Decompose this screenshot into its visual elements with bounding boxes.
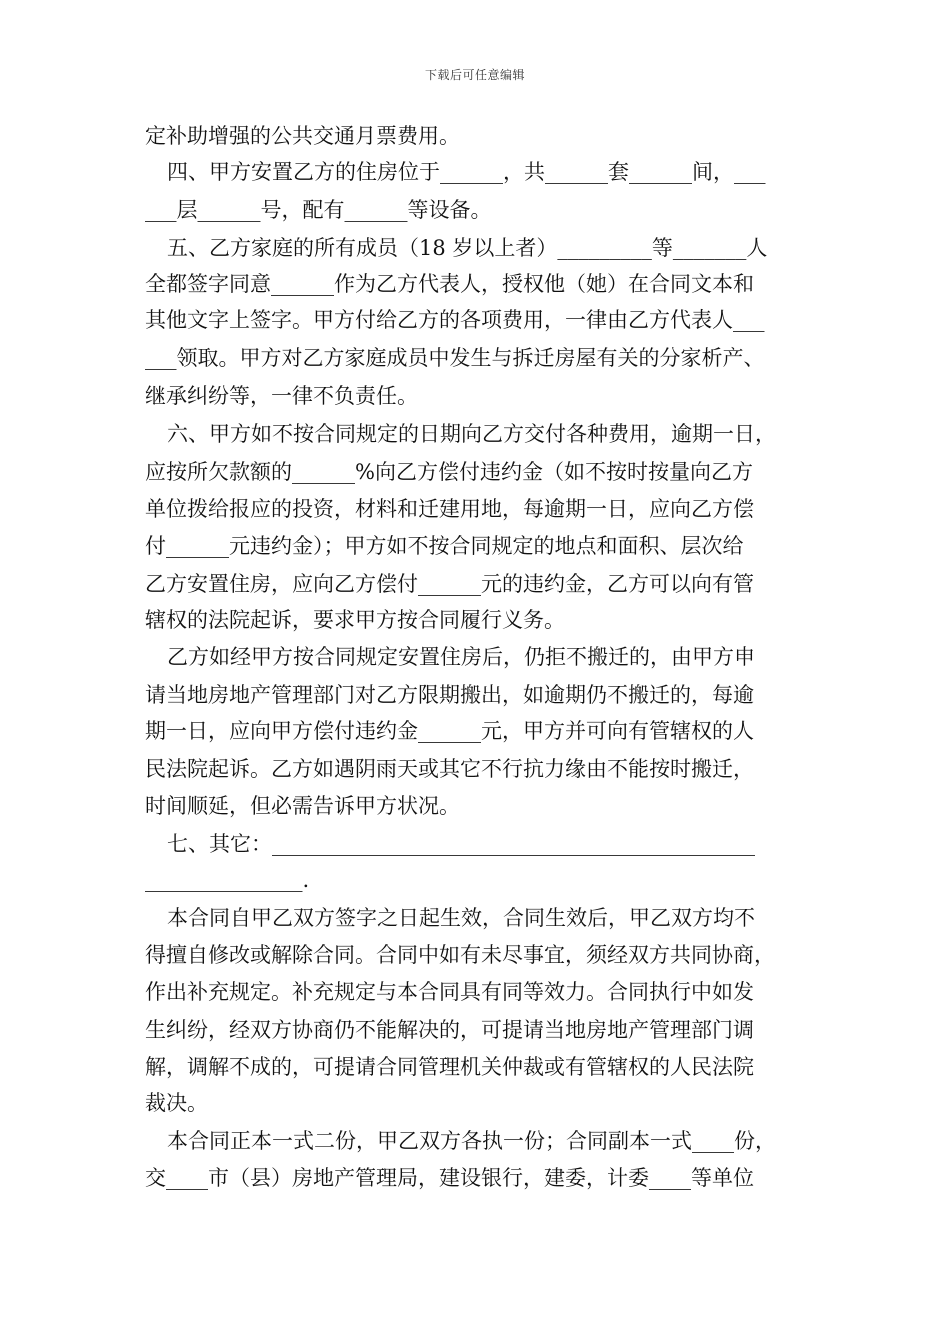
paragraph-line: 时间顺延，但必需告诉甲方状况。 — [145, 794, 460, 818]
paragraph-line: 全都签字同意______作为乙方代表人，授权他（她）在合同文本和 — [145, 272, 754, 296]
paragraph-line: 作出补充规定。补充规定与本合同具有同等效力。合同执行中如发 — [145, 980, 754, 1004]
paragraph-line: _______________. — [145, 868, 310, 892]
paragraph-line: 四、甲方安置乙方的住房位于______，共______套______间，___ — [167, 160, 766, 184]
paragraph-line: 本合同自甲乙双方签字之日起生效，合同生效后，甲乙双方均不 — [167, 906, 755, 930]
paragraph-line: ___层______号，配有______等设备。 — [145, 198, 492, 222]
paragraph-line: 付______元违约金）；甲方如不按合同规定的地点和面积、层次给 — [145, 534, 744, 558]
paragraph-line: 得擅自修改或解除合同。合同中如有未尽事宜，须经双方共同协商， — [145, 943, 775, 967]
paragraph-line: 七、其它：______________________________________________ — [167, 832, 755, 856]
paragraph-line: 辖权的法院起诉，要求甲方按合同履行义务。 — [145, 608, 565, 632]
paragraph-line: 生纠纷，经双方协商仍不能解决的，可提请当地房地产管理部门调 — [145, 1018, 754, 1042]
paragraph-line: 期一日，应向甲方偿付违约金______元，甲方并可向有管辖权的人 — [145, 719, 754, 743]
paragraph-line: 乙方安置住房，应向乙方偿付______元的违约金，乙方可以向有管 — [145, 572, 754, 596]
paragraph-line: 继承纠纷等，一律不负责任。 — [145, 384, 418, 408]
paragraph-line: 本合同正本一式二份，甲乙双方各执一份；合同副本一式____份， — [167, 1129, 776, 1153]
page-header: 下载后可任意编辑 — [424, 68, 525, 82]
paragraph-line: 应按所欠款额的______%向乙方偿付违约金（如不按时按量向乙方 — [145, 460, 753, 484]
paragraph-line: 单位拨给报应的投资，材料和迁建用地，每逾期一日，应向乙方偿 — [145, 497, 754, 521]
paragraph-line: 请当地房地产管理部门对乙方限期搬出，如逾期仍不搬迁的，每逾 — [145, 683, 754, 707]
paragraph-line: 解，调解不成的，可提请合同管理机关仲裁或有管辖权的人民法院 — [145, 1055, 754, 1079]
paragraph-line: 五、乙方家庭的所有成员（18 岁以上者）_________等_______人 — [167, 236, 768, 260]
paragraph-line: 交____市（县）房地产管理局，建设银行，建委，计委____等单位 — [145, 1166, 754, 1190]
paragraph-line: 其他文字上签字。甲方付给乙方的各项费用，一律由乙方代表人___ — [145, 308, 765, 332]
paragraph-line: 定补助增强的公共交通月票费用。 — [145, 124, 460, 148]
paragraph-line: 六、甲方如不按合同规定的日期向乙方交付各种费用，逾期一日， — [167, 422, 776, 446]
paragraph-line: 民法院起诉。乙方如遇阴雨天或其它不行抗力缘由不能按时搬迁， — [145, 757, 754, 781]
paragraph-line: 裁决。 — [145, 1091, 208, 1115]
paragraph-line: 乙方如经甲方按合同规定安置住房后，仍拒不搬迁的，由甲方申 — [167, 645, 755, 669]
paragraph-line: ___领取。甲方对乙方家庭成员中发生与拆迁房屋有关的分家析产、 — [145, 346, 765, 370]
